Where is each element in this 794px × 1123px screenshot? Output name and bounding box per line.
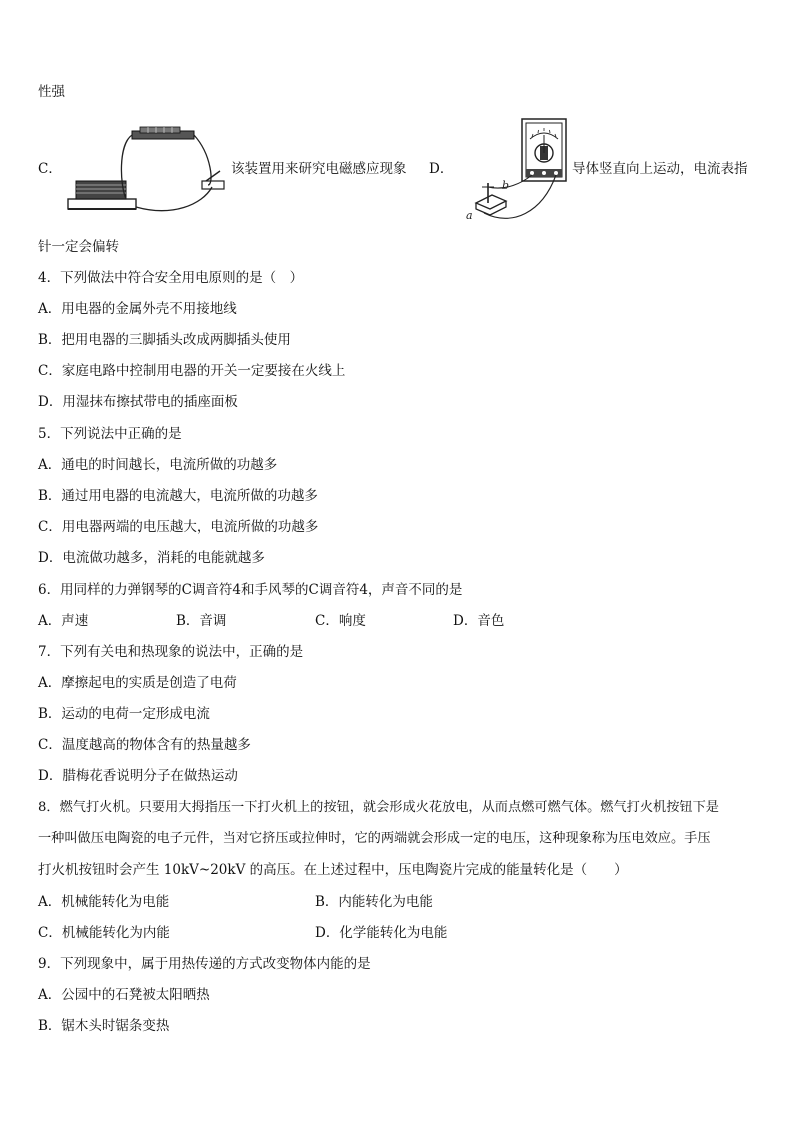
q6-option-a: A．声速 <box>38 613 89 629</box>
q4-option-d: D．用湿抹布擦拭带电的插座面板 <box>38 394 238 410</box>
q4-option-c: C．家庭电路中控制用电器的开关一定要接在火线上 <box>38 363 346 379</box>
q8-option-a: A．机械能转化为电能 <box>38 894 170 910</box>
option-d-text: 导体竖直向上运动，电流表指 <box>572 161 748 177</box>
q5-option-a: A．通电的时间越长，电流所做的功越多 <box>38 457 278 473</box>
option-d-label: D． <box>429 161 454 177</box>
q7-option-a: A．摩擦起电的实质是创造了电荷 <box>38 675 237 691</box>
q7-stem: 7．下列有关电和热现象的说法中，正确的是 <box>38 644 304 660</box>
q8-stem-line-2: 一种叫做压电陶瓷的电子元件，当对它挤压或拉伸时，它的两端就会形成一定的电压，这种现象称为压电效应。手压 <box>38 831 711 846</box>
q8-stem-line-3: 打火机按钮时会产生 10kV~20kV 的高压。在上述过程中，压电陶瓷片完成的能量转化是（ ） <box>38 862 628 878</box>
fig-label-b: b <box>502 179 510 192</box>
q8-option-b: B．内能转化为电能 <box>315 894 433 910</box>
q9-option-a: A．公园中的石凳被太阳晒热 <box>38 987 210 1003</box>
q5-option-c: C．用电器两端的电压越大，电流所做的功越多 <box>38 519 319 535</box>
q6-option-d: D．音色 <box>453 613 505 629</box>
option-c-label: C． <box>38 161 62 177</box>
q5-option-b: B．通过用电器的电流越大，电流所做的功越多 <box>38 488 318 504</box>
q7-option-d: D．腊梅花香说明分子在做热运动 <box>38 768 238 784</box>
q4-option-a: A．用电器的金属外壳不用接地线 <box>38 301 237 317</box>
q6-stem: 6．用同样的力弹钢琴的C调音符4和手风琴的C调音符4，声音不同的是 <box>38 582 463 598</box>
fig-label-a: a <box>466 209 473 222</box>
electromagnet-apparatus-figure <box>62 125 232 217</box>
q5-option-d: D．电流做功越多，消耗的电能就越多 <box>38 550 265 566</box>
option-c-text: 该装置用来研究电磁感应现象 <box>231 161 407 177</box>
q6-option-c: C．响度 <box>315 613 366 629</box>
carryover-text: 性强 <box>38 84 65 100</box>
option-d-continuation: 针一定会偏转 <box>38 239 119 255</box>
q4-stem: 4．下列做法中符合安全用电原则的是（ ） <box>38 270 304 286</box>
q9-option-b: B．锯木头时锯条变热 <box>38 1018 170 1034</box>
q9-stem: 9．下列现象中，属于用热传递的方式改变物体内能的是 <box>38 956 371 972</box>
q8-option-c: C．机械能转化为内能 <box>38 925 170 941</box>
q8-stem-line-1: 8．燃气打火机。只要用大拇指压一下打火机上的按钮，就会形成火花放电，从而点燃可燃气体。燃气打火机按钮下是 <box>38 800 719 815</box>
q6-option-b: B．音调 <box>176 613 227 629</box>
galvanometer-figure <box>462 117 570 223</box>
q7-option-b: B．运动的电荷一定形成电流 <box>38 706 210 722</box>
q7-option-c: C．温度越高的物体含有的热量越多 <box>38 737 251 753</box>
q4-option-b: B．把用电器的三脚插头改成两脚插头使用 <box>38 332 291 348</box>
q5-stem: 5．下列说法中正确的是 <box>38 426 182 442</box>
q8-option-d: D．化学能转化为电能 <box>315 925 448 941</box>
